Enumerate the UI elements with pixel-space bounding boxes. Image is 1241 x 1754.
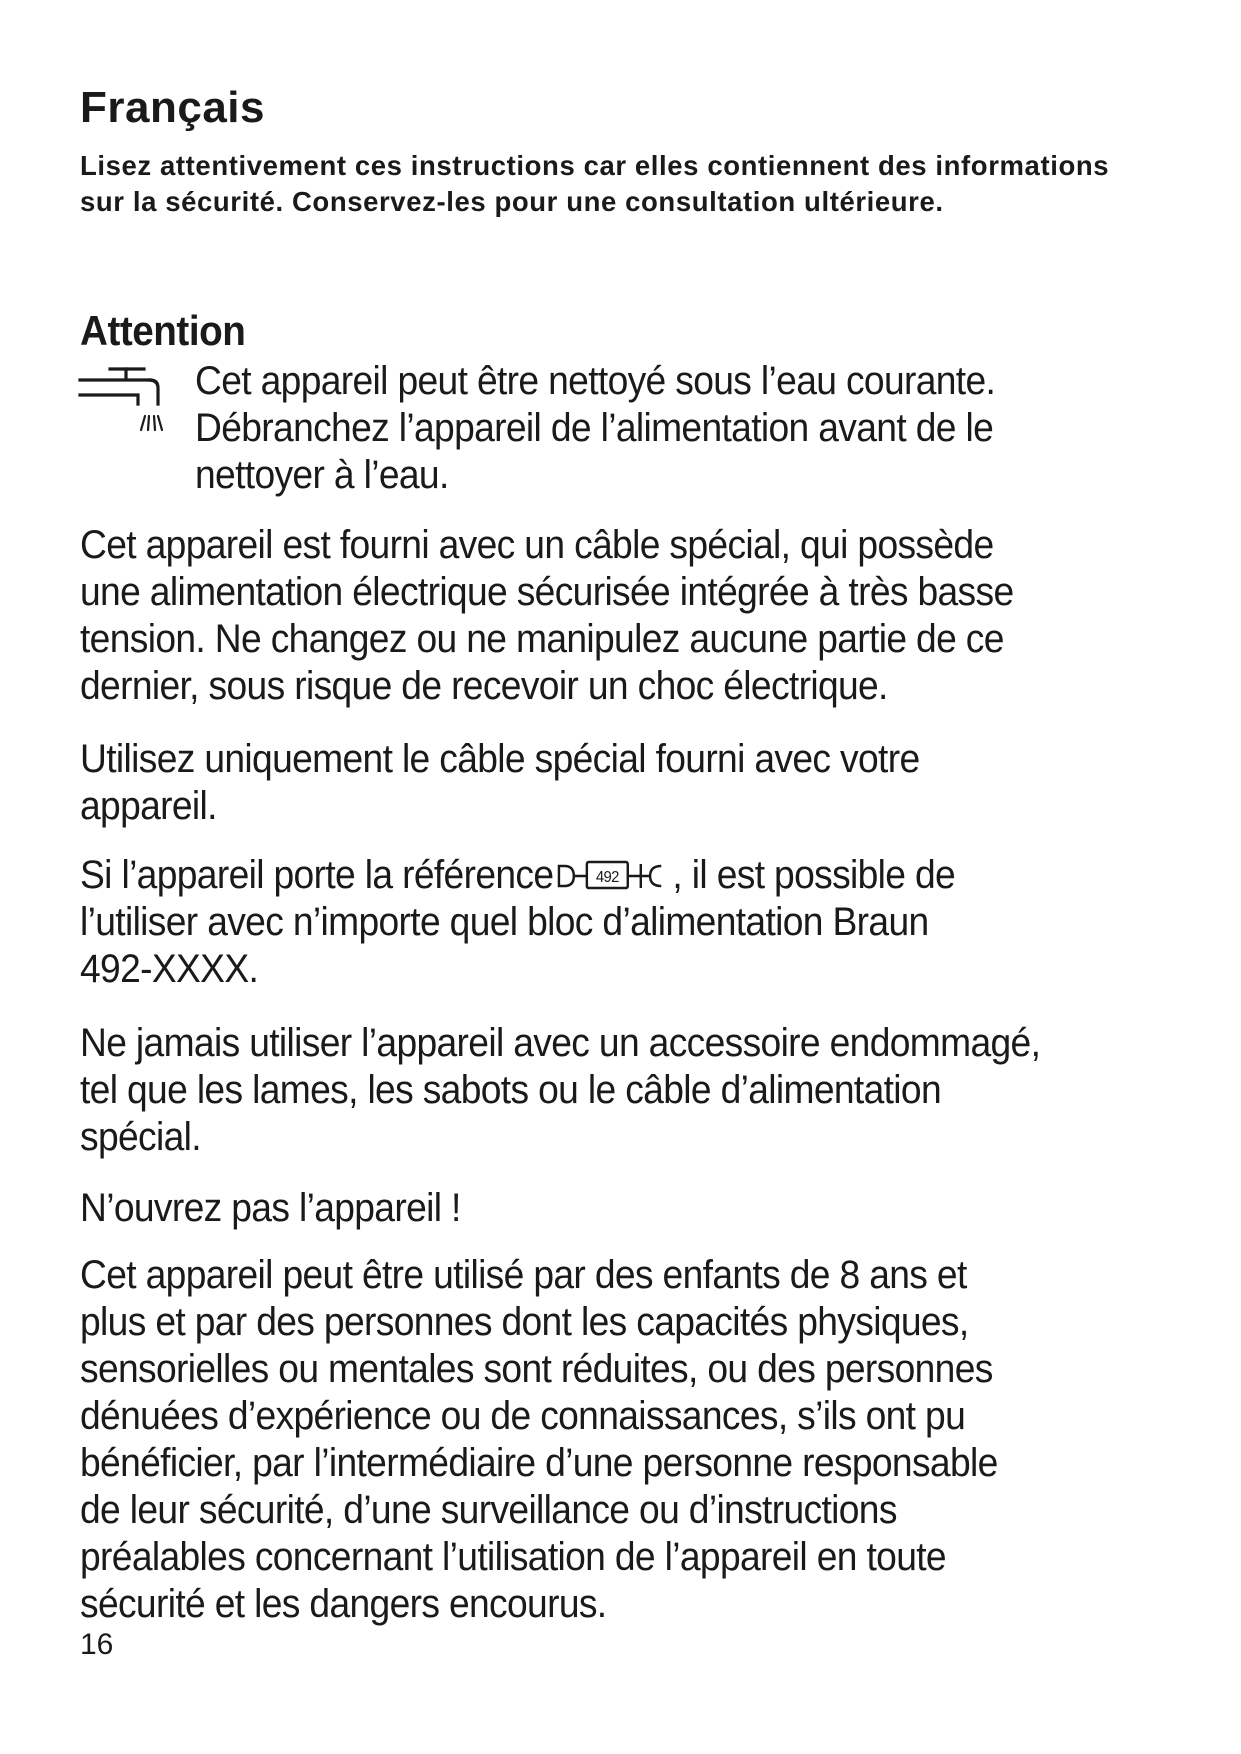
paragraph-damaged-accessory <box>80 1020 1173 1161</box>
paragraph-line: tension. Ne changez ou ne manipulez aucune partie de ce <box>80 617 1004 661</box>
paragraph-line: bénéficier, par l’intermédiaire d’une personne responsable <box>80 1441 998 1485</box>
water-tap-icon <box>78 366 170 438</box>
paragraph-line: appareil. <box>80 784 217 828</box>
paragraph-line: dénuées d’expérience ou de connaissances, s’ils ont pu <box>80 1394 966 1438</box>
paragraph-special-cable <box>80 522 1173 710</box>
paragraph-line: sensorielles ou mentales sont réduites, ou des personnes <box>80 1347 993 1391</box>
reference-text-after: , il est possible de <box>672 853 956 897</box>
paragraph-line <box>80 852 1173 899</box>
intro-warning: Lisez attentivement ces instructions car elles contiennent des informations sur la sécurité. Conservez-les pour une consultation ultérieure. <box>80 150 1110 217</box>
reference-text-before: Si l’appareil porte la référence <box>80 853 554 897</box>
warning-text <box>195 358 1241 499</box>
warning-line: nettoyer à l’eau. <box>195 453 449 497</box>
reference-label: 492 <box>595 868 619 887</box>
paragraph-line: préalables concernant l’utilisation de l’appareil en toute <box>80 1535 946 1579</box>
warning-line: Débranchez l’appareil de l’alimentation avant de le <box>195 406 994 450</box>
paragraph-line: N’ouvrez pas l’appareil ! <box>80 1186 461 1230</box>
paragraph-line: plus et par des personnes dont les capacités physiques, <box>80 1300 969 1344</box>
paragraph-line: sécurité et les dangers encourus. <box>80 1582 607 1626</box>
paragraph-line: 492-XXXX. <box>80 947 259 991</box>
page-number: 16 <box>80 1628 114 1661</box>
paragraph-line: Cet appareil est fourni avec un câble spécial, qui possède <box>80 523 994 567</box>
paragraph-braun-reference <box>80 852 1173 993</box>
section-heading-attention: Attention <box>80 307 246 354</box>
paragraph-line: dernier, sous risque de recevoir un choc électrique. <box>80 664 888 708</box>
paragraph-line: l’utiliser avec n’importe quel bloc d’alimentation Braun <box>80 900 929 944</box>
language-title: Français <box>80 83 265 132</box>
paragraph-do-not-open <box>80 1185 1173 1232</box>
paragraph-line: de leur sécurité, d’une surveillance ou d’instructions <box>80 1488 897 1532</box>
paragraph-line: spécial. <box>80 1115 201 1159</box>
paragraph-line: Utilisez uniquement le câble spécial fourni avec votre <box>80 737 920 781</box>
warning-line: Cet appareil peut être nettoyé sous l’eau courante. <box>195 359 996 403</box>
paragraph-line: Ne jamais utiliser l’appareil avec un accessoire endommagé, <box>80 1021 1041 1065</box>
paragraph-use-supplied-cable <box>80 736 1173 830</box>
paragraph-line: une alimentation électrique sécurisée intégrée à très basse <box>80 570 1014 614</box>
paragraph-line: Cet appareil peut être utilisé par des enfants de 8 ans et <box>80 1253 967 1297</box>
power-supply-reference-icon <box>553 858 672 894</box>
paragraph-line: tel que les lames, les sabots ou le câble d’alimentation <box>80 1068 942 1112</box>
paragraph-children-supervision <box>80 1252 1173 1628</box>
